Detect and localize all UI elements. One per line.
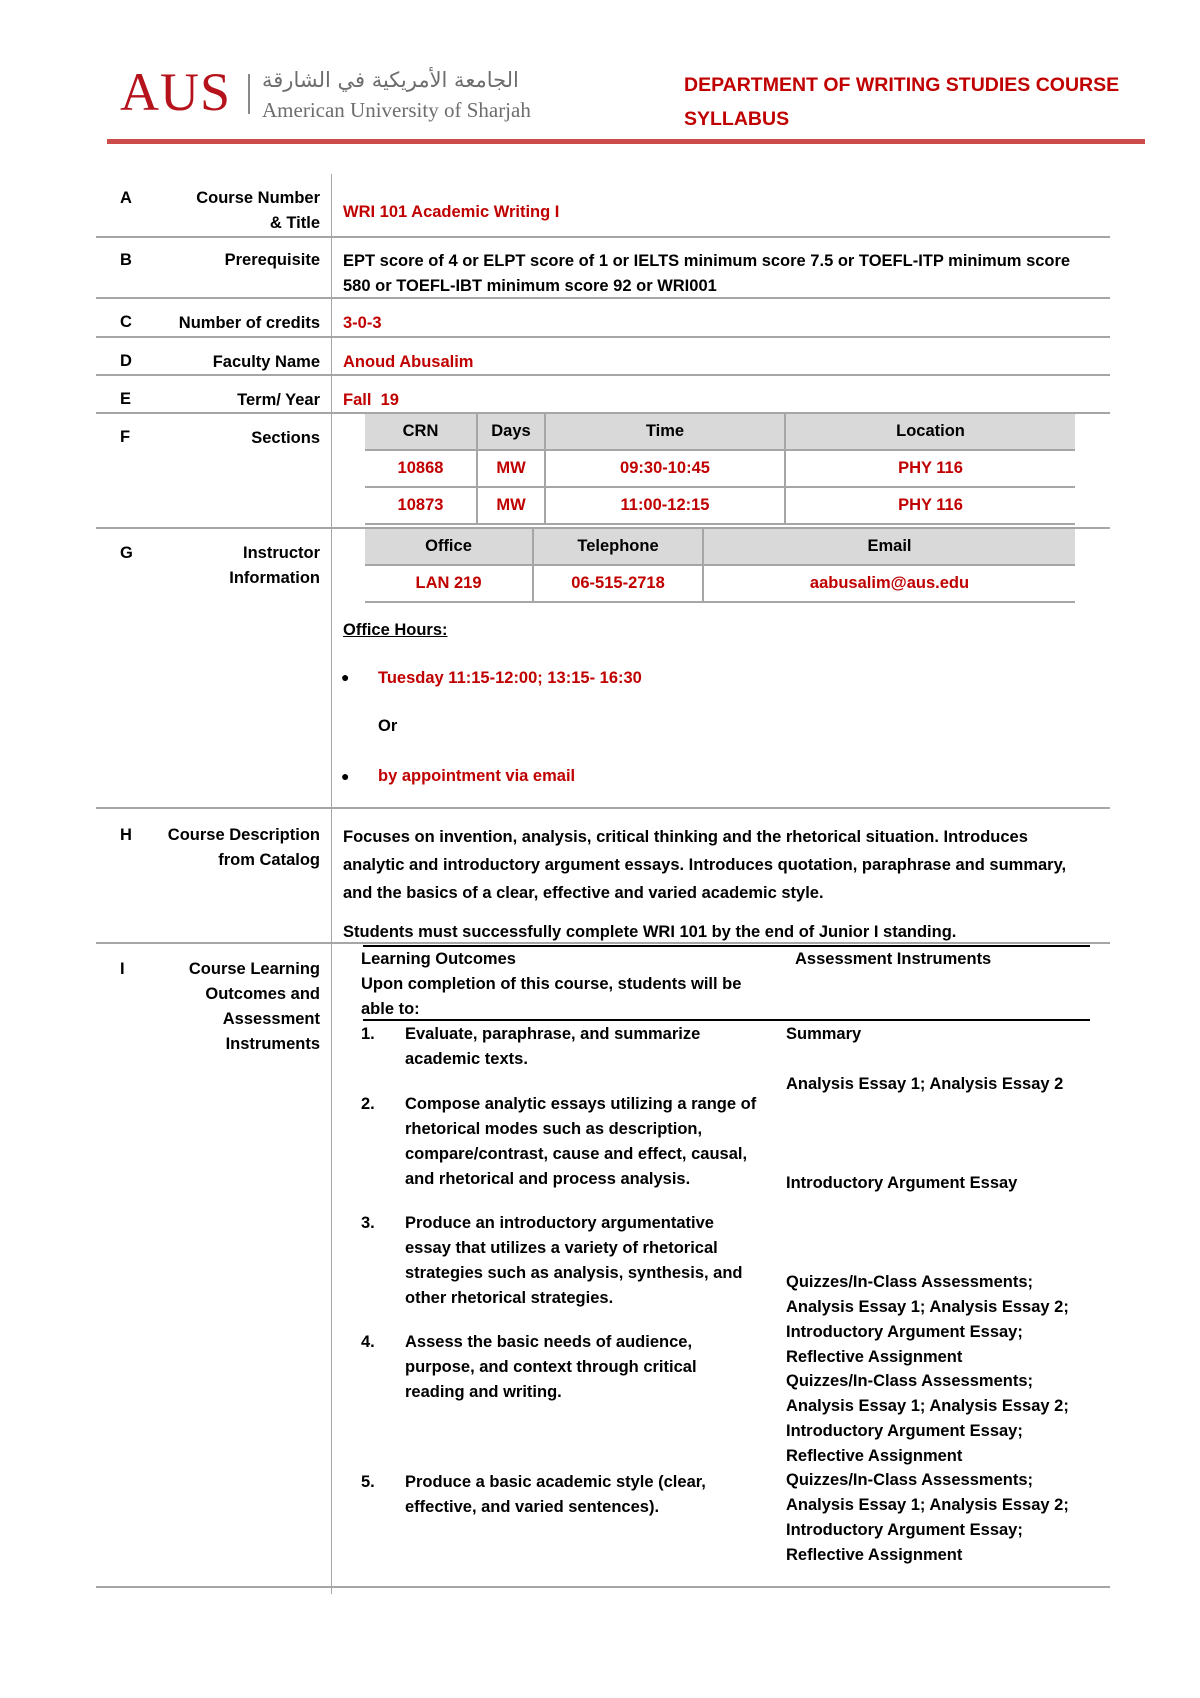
assessment-line: Reflective Assignment bbox=[786, 1546, 963, 1564]
outcome-line: purpose, and context through critical bbox=[405, 1358, 697, 1376]
document-title-line1: DEPARTMENT OF WRITING STUDIES COURSE bbox=[684, 74, 1120, 96]
document-title bbox=[684, 68, 1119, 136]
assessment-line: Reflective Assignment bbox=[786, 1348, 963, 1366]
label-line: Course Description bbox=[167, 826, 320, 844]
label-line: Information bbox=[229, 569, 320, 587]
assessment-line: Analysis Essay 1; Analysis Essay 2; bbox=[786, 1496, 1069, 1514]
aus-logo: AUS bbox=[120, 62, 232, 122]
outcome-text bbox=[405, 1211, 743, 1311]
description-line: Focuses on invention, analysis, critical thinking and the rhetorical situation. Introduces bbox=[343, 828, 1028, 846]
document-title-line2: SYLLABUS bbox=[684, 108, 790, 130]
label-line: from Catalog bbox=[218, 851, 320, 869]
assessment-item bbox=[786, 1468, 1069, 1568]
prerequisite-value bbox=[343, 249, 1070, 299]
outcome-text bbox=[405, 1330, 697, 1405]
outcome-line: Produce a basic academic style (clear, bbox=[405, 1473, 706, 1491]
outcome-text bbox=[405, 1022, 700, 1072]
assessment-item: Summary bbox=[786, 1025, 862, 1043]
office-hours-primary: Tuesday 11:15-12:00; 13:15- 16:30 bbox=[378, 669, 642, 687]
heading-line: Upon completion of this course, students will be bbox=[361, 975, 742, 993]
column-header: Days bbox=[477, 414, 545, 450]
assessment-line: Introductory Argument Essay; bbox=[786, 1323, 1023, 1341]
outcome-line: essay that utilizes a variety of rhetorical bbox=[405, 1239, 718, 1257]
course-title-value: WRI 101 Academic Writing I bbox=[343, 203, 560, 221]
assessment-line: Quizzes/In-Class Assessments; bbox=[786, 1471, 1033, 1489]
row-divider bbox=[96, 336, 1110, 338]
row-label-description bbox=[140, 823, 320, 873]
table-row bbox=[365, 450, 1075, 487]
column-header: Location bbox=[785, 414, 1075, 450]
row-label-faculty: Faculty Name bbox=[212, 353, 320, 371]
outcome-number: 5. bbox=[361, 1473, 375, 1491]
course-description bbox=[343, 823, 1066, 907]
row-letter: B bbox=[120, 251, 132, 269]
outcome-number: 2. bbox=[361, 1095, 375, 1113]
row-letter: F bbox=[120, 428, 131, 446]
assessment-line: Quizzes/In-Class Assessments; bbox=[786, 1273, 1033, 1291]
table-row bbox=[365, 565, 1075, 602]
label-line: Instructor bbox=[242, 544, 320, 562]
office-value: LAN 219 bbox=[365, 565, 533, 602]
row-divider bbox=[96, 1586, 1110, 1588]
assessment-item: Introductory Argument Essay bbox=[786, 1174, 1018, 1192]
table-cell: 11:00-12:15 bbox=[545, 487, 785, 524]
header-rule bbox=[107, 139, 1145, 144]
description-line: analytic and introductory argument essays. Introduces quotation, paraphrase and summary, bbox=[343, 856, 1067, 874]
row-letter: H bbox=[120, 826, 132, 844]
row-label-credits: Number of credits bbox=[178, 314, 320, 332]
term-value: Fall 19 bbox=[343, 391, 399, 409]
assessment-heading: Assessment Instruments bbox=[795, 950, 992, 968]
value-line: EPT score of 4 or ELPT score of 1 or IELTS minimum score 7.5 or TOEFL-ITP minimum score bbox=[343, 252, 1071, 270]
assessment-line: Reflective Assignment bbox=[786, 1447, 963, 1465]
table-cell: 10868 bbox=[365, 450, 477, 487]
table-cell: PHY 116 bbox=[785, 487, 1075, 524]
assessment-line: Analysis Essay 1; Analysis Essay 2; bbox=[786, 1298, 1069, 1316]
column-header: Time bbox=[545, 414, 785, 450]
row-label-term: Term/ Year bbox=[237, 391, 320, 409]
logo-arabic-name: الجامعة الأمريكية في الشارقة bbox=[262, 68, 519, 92]
label-line: Assessment bbox=[222, 1010, 320, 1028]
outcome-line: and rhetorical and process analysis. bbox=[405, 1170, 691, 1188]
logo-english-name: American University of Sharjah bbox=[262, 98, 531, 122]
sections-table bbox=[365, 414, 1075, 525]
column-header: CRN bbox=[365, 414, 477, 450]
assessment-line: Introductory Argument Essay; bbox=[786, 1422, 1023, 1440]
heading-line: Learning Outcomes bbox=[361, 950, 516, 968]
table-cell: MW bbox=[477, 487, 545, 524]
description-line: and the basics of a clear, effective and varied academic style. bbox=[343, 884, 824, 902]
column-divider bbox=[331, 174, 332, 1594]
standing-note: Students must successfully complete WRI 101 by the end of Junior I standing. bbox=[343, 923, 957, 941]
outcome-line: Evaluate, paraphrase, and summarize bbox=[405, 1025, 701, 1043]
table-cell: 09:30-10:45 bbox=[545, 450, 785, 487]
instructor-table bbox=[365, 529, 1075, 603]
table-cell: PHY 116 bbox=[785, 450, 1075, 487]
assessment-item bbox=[786, 1369, 1069, 1469]
outcome-number: 4. bbox=[361, 1333, 375, 1351]
label-line: Outcomes and bbox=[205, 985, 320, 1003]
heading-line: able to: bbox=[361, 1000, 420, 1018]
label-line: Course Learning bbox=[188, 960, 320, 978]
row-label-course-title bbox=[140, 186, 320, 236]
row-divider bbox=[96, 236, 1110, 238]
assessment-line: Analysis Essay 1; Analysis Essay 2; bbox=[786, 1397, 1069, 1415]
row-letter: E bbox=[120, 390, 132, 408]
office-hours-appointment: by appointment via email bbox=[378, 767, 576, 785]
outcome-number: 1. bbox=[361, 1025, 375, 1043]
assessment-line: Introductory Argument Essay; bbox=[786, 1521, 1023, 1539]
outcome-line: Compose analytic essays utilizing a range of bbox=[405, 1095, 757, 1113]
outcome-line: reading and writing. bbox=[405, 1383, 562, 1401]
credits-value: 3-0-3 bbox=[343, 314, 382, 332]
outcome-line: rhetorical modes such as description, bbox=[405, 1120, 703, 1138]
row-letter: C bbox=[120, 313, 132, 331]
row-letter: G bbox=[120, 544, 133, 562]
column-header: Email bbox=[703, 529, 1075, 565]
outcome-number: 3. bbox=[361, 1214, 375, 1232]
bullet-icon: ● bbox=[341, 768, 350, 784]
outcome-line: strategies such as analysis, synthesis, and bbox=[405, 1264, 743, 1282]
outcomes-header-rule bbox=[363, 1019, 1090, 1021]
outcome-text bbox=[405, 1092, 756, 1192]
outcome-text bbox=[405, 1470, 706, 1520]
assessment-item bbox=[786, 1270, 1069, 1370]
row-letter: D bbox=[120, 352, 132, 370]
telephone-value: 06-515-2718 bbox=[533, 565, 703, 602]
outcome-line: academic texts. bbox=[405, 1050, 528, 1068]
row-label-sections: Sections bbox=[251, 429, 320, 447]
outcome-line: Assess the basic needs of audience, bbox=[405, 1333, 693, 1351]
assessment-line: Quizzes/In-Class Assessments; bbox=[786, 1372, 1033, 1390]
row-label-outcomes bbox=[140, 957, 320, 1057]
outcome-line: effective, and varied sentences). bbox=[405, 1498, 660, 1516]
table-cell: MW bbox=[477, 450, 545, 487]
row-label-prerequisite: Prerequisite bbox=[224, 251, 320, 269]
office-hours-or: Or bbox=[378, 717, 398, 735]
bullet-icon: ● bbox=[341, 669, 350, 685]
assessment-item: Analysis Essay 1; Analysis Essay 2 bbox=[786, 1075, 1064, 1093]
value-line: 580 or TOEFL-IBT minimum score 92 or WRI001 bbox=[343, 277, 717, 295]
faculty-name-value: Anoud Abusalim bbox=[343, 353, 474, 371]
row-label-instructor bbox=[140, 541, 320, 591]
table-header-row bbox=[365, 414, 1075, 450]
table-row bbox=[365, 487, 1075, 524]
column-header: Telephone bbox=[533, 529, 703, 565]
table-header-row bbox=[365, 529, 1075, 565]
column-header: Office bbox=[365, 529, 533, 565]
email-link[interactable]: aabusalim@aus.edu bbox=[703, 565, 1075, 602]
label-line: Instruments bbox=[225, 1035, 320, 1053]
label-line: Course Number bbox=[196, 189, 320, 207]
label-line: & Title bbox=[269, 214, 320, 232]
outcome-line: other rhetorical strategies. bbox=[405, 1289, 614, 1307]
outcome-line: Produce an introductory argumentative bbox=[405, 1214, 714, 1232]
office-hours-heading: Office Hours: bbox=[343, 621, 448, 639]
row-letter: A bbox=[120, 189, 132, 207]
outcomes-heading bbox=[361, 947, 741, 1022]
outcome-line: compare/contrast, cause and effect, causal, bbox=[405, 1145, 748, 1163]
table-cell: 10873 bbox=[365, 487, 477, 524]
logo-divider bbox=[248, 74, 250, 114]
row-divider bbox=[96, 807, 1110, 809]
row-letter: I bbox=[120, 960, 125, 978]
